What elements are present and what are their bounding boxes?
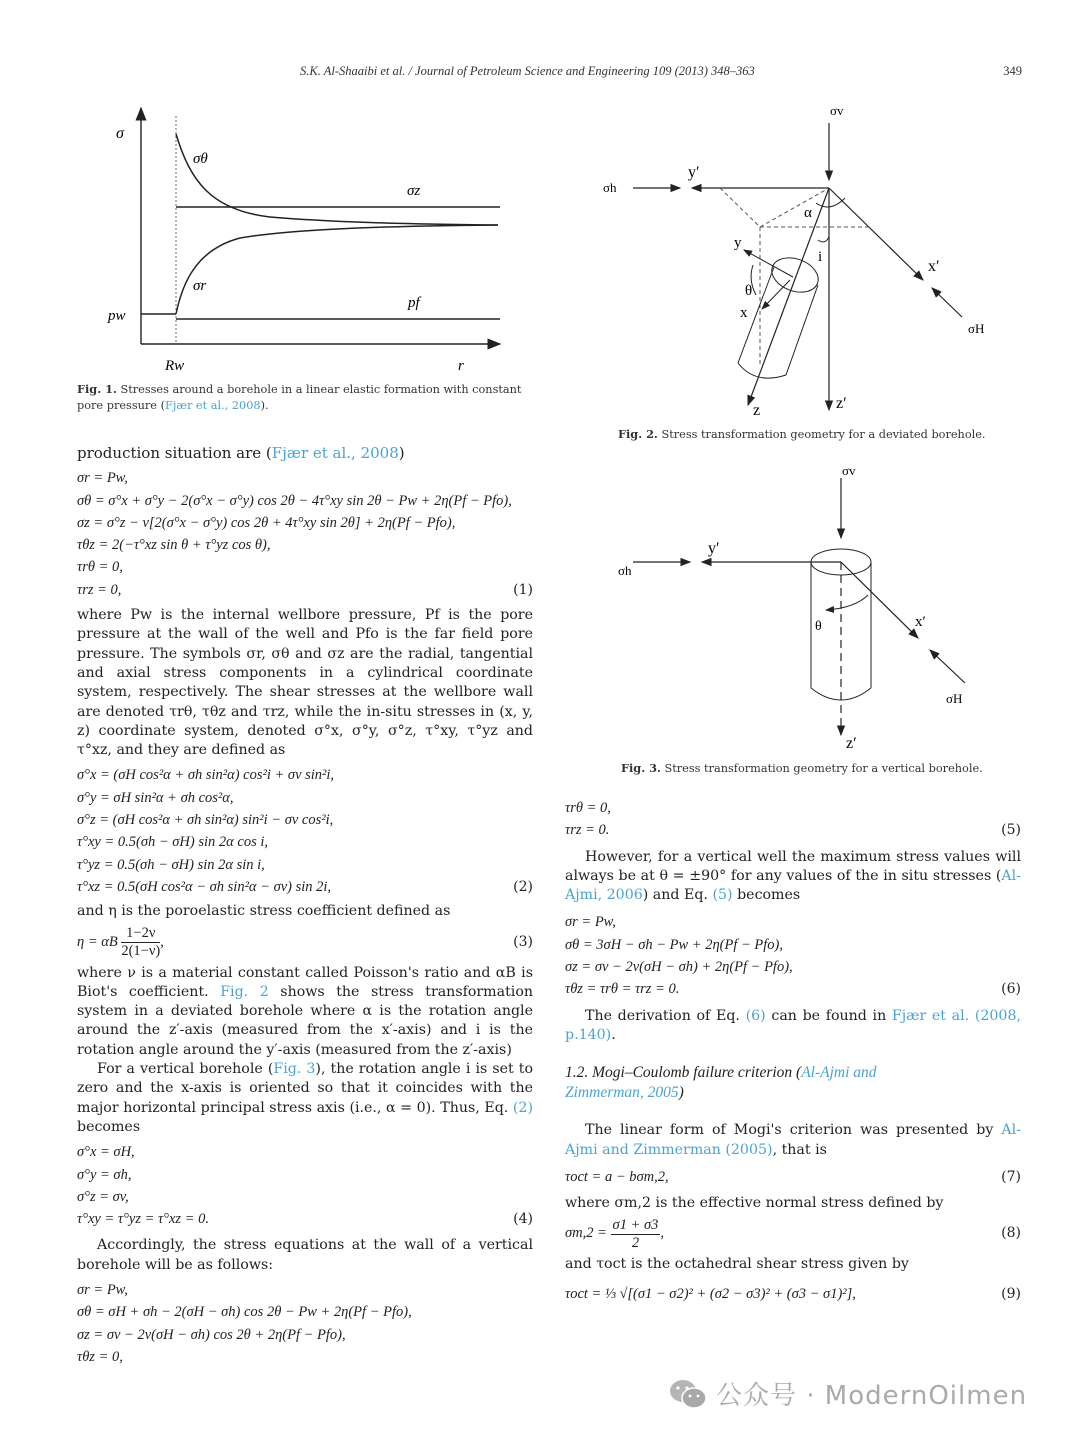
svg-text:θ: θ [815,619,822,634]
svg-text:σθ: σθ [193,151,208,167]
paragraph: However, for a vertical well the maximum stress values will always be at θ = ±90° for any values of the in situ stresses (Al-Ajmi, 2006) and Eq. (5) becomes [565,848,1021,904]
svg-text:r: r [458,358,464,374]
right-column [565,797,1021,1305]
equation-5-part-a: σr = Pw, σθ = σH + σh − 2(σH − σh) cos 2θ − Pw + 2η(Pf − Pfo), σz = σv − 2ν(σH − σh) cos 2θ + 2η(Pf − Pfo), τθz = 0, [77,1281,412,1365]
equation-number: (6) [1001,981,1021,998]
svg-text:x′: x′ [915,614,926,630]
figure-3 [600,450,1000,780]
vertical-borehole-diagram [600,450,1000,750]
svg-text:σ: σ [116,125,124,142]
left-column [77,444,533,1368]
stress-profile-plot [70,100,540,380]
paragraph: Accordingly, the stress equations at the wall of a vertical borehole will be as follows: [77,1237,533,1273]
figure-1 [70,100,540,420]
svg-text:σv: σv [830,103,844,118]
paragraph: For a vertical borehole (Fig. 3), the rotation angle i is set to zero and the x-axis is oriented so that it coincides with the major horizontal principal stress axis (i.e., α = 0). Thus, Eq. (2) becomes [77,1061,533,1135]
citation-link[interactable]: Fjær et al., 2008 [164,399,261,412]
paragraph: The derivation of Eq. (6) can be found in Fjær et al. (2008, p.140). [565,1007,1021,1043]
svg-text:x: x [740,305,748,321]
svg-text:σz: σz [407,183,421,199]
equation-8: σm,2 = $\frac{\sigma 1 + \sigma 3}{2}$ , (8) [565,1213,1021,1253]
svg-text:z′: z′ [846,735,857,750]
citation-link[interactable]: Al-Ajmi and Zimmerman, 2005 [565,1064,877,1102]
intro-line: production situation are (Fjær et al., 2008) [77,444,405,462]
equation-number: (8) [1001,1225,1021,1242]
figure-link[interactable]: Fig. 3 [273,1061,316,1078]
paragraph: and η is the poroelastic stress coefficient defined as [77,903,451,920]
paragraph: where Pw is the internal wellbore pressure, Pf is the pore pressure at the wall of the well and Pfo is the far field pore pressure. The symbols σr, σθ and σz are the radial, tangential and axial stress components in a cylindrical coordinate system, respectively. The shear stresses at the wellbore wall are denoted τrθ, τθz and τrz, while the in-situ stresses in (x, y, z) coordinate system, denoted σ°x, σ°y, σ°z, τ°xy, τ°yz and τ°xz, and they are defined as [77,607,533,759]
figure-1-caption: Fig. 1. Stresses around a borehole in a linear elastic formation with constant pore pressure (Fjær et al., 2008). [77,382,522,412]
citation-link[interactable]: Fjær et al., 2008 [271,444,399,462]
svg-text:σh: σh [603,180,617,195]
equation-number: (3) [513,933,533,950]
equation-link[interactable]: (5) [712,887,733,904]
svg-text:y′: y′ [688,164,700,181]
equation-5-part-b: τrθ = 0, τrz = 0. (5) [565,797,1021,842]
citation-link[interactable]: Al-Ajmi and Zimmerman (2005) [565,1122,1021,1158]
section-heading: 1.2. Mogi–Coulomb failure criterion (Al-Ajmi and Zimmerman, 2005) [565,1064,877,1102]
equation-number: (9) [1001,1285,1021,1302]
running-header [300,64,1022,79]
watermark [668,1375,1027,1412]
equation-number: (1) [513,581,533,598]
paragraph: where ν is a material constant called Poisson's ratio and αB is Biot's coefficient. Fig. 2 shows the stress transformation system in a deviated borehole where α is the rotation angle around the z′-axis (measured from the x′-axis) and i is the rotation angle around the y′-axis (measured from the z′-axis) [77,964,534,1058]
equation-7: τoct = a − bσm,2, (7) [565,1166,1021,1188]
equation-number: (7) [1001,1168,1021,1185]
citation-link[interactable]: Al-Ajmi, 2006 [565,867,1021,904]
figure-3-caption: Fig. 3. Stress transformation geometry for a vertical borehole. [621,761,983,775]
figure-link[interactable]: Fig. 2 [220,983,269,1000]
equation-4: σ°x = σH, σ°y = σh, σ°z = σv, τ°xy = τ°yz = τ°xz = 0. (4) [77,1141,533,1230]
equation-3: η = αB $\frac{1-2\nu}{2(1-\nu)}$ , (3) [77,922,533,962]
deviated-borehole-diagram [590,95,1010,425]
equation-number: (5) [1001,822,1021,839]
equation-link[interactable]: (2) [512,1099,533,1116]
svg-text:z: z [753,402,761,419]
svg-text:y′: y′ [708,540,720,557]
svg-text:z′: z′ [836,395,847,412]
svg-text:σr: σr [193,278,207,294]
svg-text:σH: σH [968,321,985,336]
svg-text:pw: pw [108,308,126,324]
svg-text:y: y [734,235,742,251]
svg-text:pf: pf [408,295,420,311]
equation-6: σr = Pw, σθ = 3σH − σh − Pw + 2η(Pf − Pfo), σz = σv − 2ν(σH − σh) + 2η(Pf − Pfo), τθz = τrθ = τrz = 0. (6) [565,911,1021,1000]
running-head-text: S.K. Al-Shaaibi et al. / Journal of Petroleum Science and Engineering 109 (2013) 348–363 [300,64,755,78]
equation-number: (4) [513,1211,533,1228]
svg-text:α: α [804,205,812,221]
page-number: 349 [1003,64,1022,78]
svg-text:i: i [818,249,823,265]
watermark-text: 公众号 · ModernOilmen [716,1381,1028,1411]
wechat-icon [668,1378,708,1410]
equation-2: σ°x = (σH cos²α + σh sin²α) cos²i + σv sin²i, σ°y = σH sin²α + σh cos²α, σ°z = (σH cos²α + σh sin²α) sin²i − σv cos²i, τ°xy = 0.5(σh − σH) sin 2α cos i, τ°yz = 0.5(σh − σH) sin 2α sin i, τ°xz = 0.5(σH cos²α − σh sin²α − σv) sin 2i, (2) [77,764,533,898]
equation-9: τoct = ⅓ √[(σ1 − σ2)² + (σ2 − σ3)² + (σ3 − σ1)²], (9) [565,1283,1021,1305]
equation-number: (2) [513,878,533,895]
svg-text:σv: σv [842,463,856,478]
paragraph: and τoct is the octahedral shear stress given by [565,1256,909,1273]
equation-1: σr = Pw, σθ = σ°x + σ°y − 2(σ°x − σ°y) cos 2θ − 4τ°xy sin 2θ − Pw + 2η(Pf − Pfo), σz = σ°z − ν[2(σ°x − σ°y) cos 2θ + 4τ°xy sin 2θ] + 2η(Pf − Pfo), τθz = 2(−τ°xz sin θ + τ°yz cos θ), τrθ = 0, τrz = 0, (1) [77,467,533,601]
svg-text:Rw: Rw [165,358,185,374]
svg-text:σh: σh [618,563,632,578]
figure-2-caption: Fig. 2. Stress transformation geometry for a deviated borehole. [618,427,986,441]
citation-link[interactable]: Fjær et al. (2008, p.140) [565,1007,1021,1043]
paragraph: where σm,2 is the effective normal stress defined by [565,1195,944,1212]
svg-text:σH: σH [946,691,963,706]
svg-text:x′: x′ [928,258,940,275]
paragraph: The linear form of Mogi's criterion was presented by Al-Ajmi and Zimmerman (2005), that is [565,1122,1021,1158]
figure-2 [590,95,1010,445]
equation-link[interactable]: (6) [745,1007,766,1024]
svg-text:θ: θ [745,283,753,299]
